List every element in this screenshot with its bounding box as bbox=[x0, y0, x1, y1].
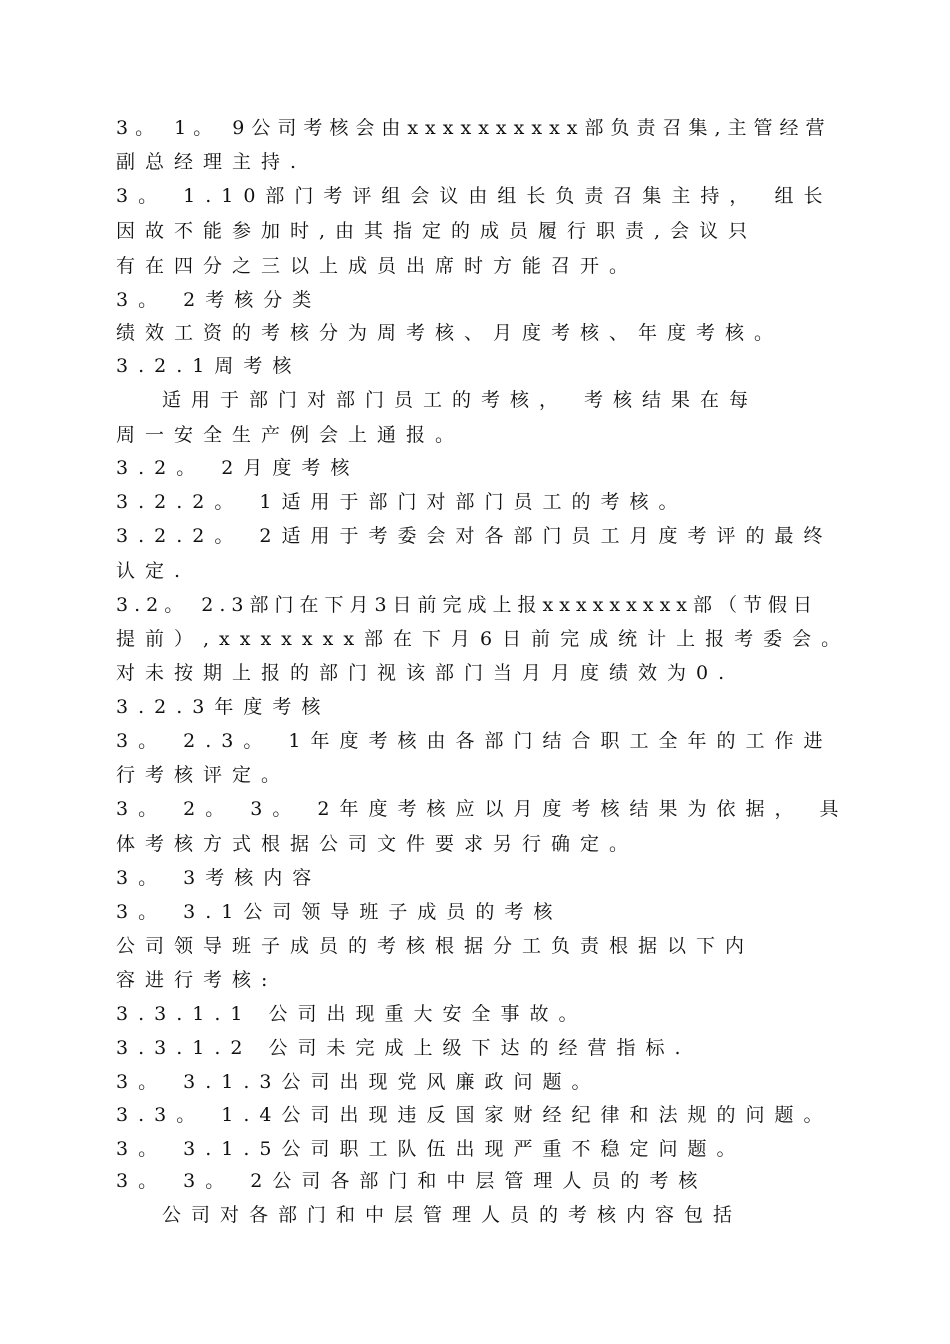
section-heading: 3。 3.1公司领导班子成员的考核 bbox=[116, 901, 563, 923]
section-heading: 3。 3考核内容 bbox=[116, 867, 322, 889]
text-line: 副总经理主持. bbox=[116, 151, 307, 173]
text-line: 有在四分之三以上成员出席时方能召开。 bbox=[116, 255, 639, 277]
text-line: 适用于部门对部门员工的考核， 考核结果在每 bbox=[162, 389, 759, 411]
list-item: 3.3.1.2 公司未完成上级下达的经营指标. bbox=[116, 1037, 691, 1059]
text-line: 3。 2.3。 1年度考核由各部门结合职工全年的工作进 bbox=[116, 730, 833, 752]
section-heading: 3.2.3年度考核 bbox=[116, 696, 331, 718]
text-line: 3.2.2。 2适用于考委会对各部门员工月度考评的最终 bbox=[116, 525, 833, 547]
list-item: 3.3.1.1 公司出现重大安全事故。 bbox=[116, 1003, 588, 1025]
text-line: 绩效工资的考核分为周考核、月度考核、年度考核。 bbox=[116, 322, 784, 344]
text-line: 3。 2。 3。 2年度考核应以月度考核结果为依据， 具 bbox=[116, 798, 849, 820]
text-line: 容进行考核: bbox=[116, 969, 278, 991]
text-line: 公司对各部门和中层管理人员的考核内容包括 bbox=[162, 1204, 743, 1226]
text-line: 3。 1。 9公司考核会由xxxxxxxxxx部负责召集,主管经营 bbox=[116, 117, 832, 139]
text-line: 3。 1.10部门考评组会议由组长负责召集主持， 组长 bbox=[116, 185, 833, 207]
list-item: 3。 3.1.3公司出现党风廉政问题。 bbox=[116, 1071, 601, 1093]
section-heading: 3。 2考核分类 bbox=[116, 289, 322, 311]
text-line: 对未按期上报的部门视该部门当月月度绩效为0. bbox=[116, 662, 735, 684]
text-line: 3.2.2。 1适用于部门对部门员工的考核。 bbox=[116, 491, 688, 513]
text-line: 提前）,xxxxxxx部在下月6日前完成统计上报考委会。 bbox=[116, 628, 851, 650]
section-heading: 3.2.1周考核 bbox=[116, 355, 302, 377]
text-line: 认定. bbox=[116, 560, 191, 582]
list-item: 3。 3.1.5公司职工队伍出现严重不稳定问题。 bbox=[116, 1138, 746, 1160]
section-heading: 3.2。 2月度考核 bbox=[116, 457, 360, 479]
text-line: 行考核评定。 bbox=[116, 764, 291, 786]
list-item: 3.3。 1.4公司出现违反国家财经纪律和法规的问题。 bbox=[116, 1104, 833, 1126]
text-line: 因故不能参加时,由其指定的成员履行职责,会议只 bbox=[116, 220, 758, 242]
text-line: 周一安全生产例会上通报。 bbox=[116, 424, 465, 446]
text-line: 公司领导班子成员的考核根据分工负责根据以下内 bbox=[116, 935, 755, 957]
text-line: 3.2。 2.3部门在下月3日前完成上报xxxxxxxxx部（节假日 bbox=[116, 594, 818, 616]
text-line: 体考核方式根据公司文件要求另行确定。 bbox=[116, 833, 639, 855]
section-heading: 3。 3。 2公司各部门和中层管理人员的考核 bbox=[116, 1170, 708, 1192]
